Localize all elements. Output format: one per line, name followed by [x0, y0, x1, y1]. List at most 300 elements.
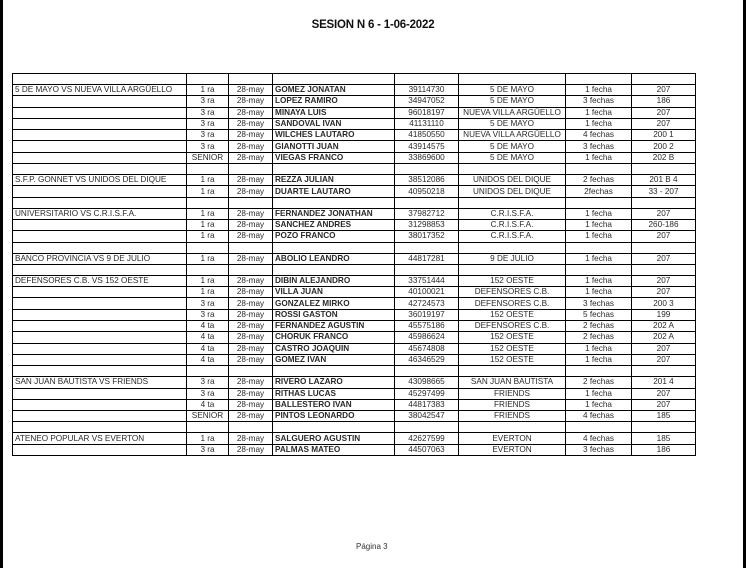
- empty-cell: [395, 242, 459, 253]
- club-cell: 152 OESTE: [459, 309, 566, 320]
- dni-cell: 40950218: [395, 186, 459, 197]
- empty-cell: [187, 197, 229, 208]
- article-cell: 202 A: [632, 332, 696, 343]
- player-name-cell: CASTRO JOAQUIN: [273, 343, 395, 354]
- article-cell: 200 3: [632, 298, 696, 309]
- empty-cell: [395, 264, 459, 275]
- category-cell: 1 ra: [187, 287, 229, 298]
- date-cell: 28-may: [229, 399, 273, 410]
- match-cell: BANCO PROVINCIA VS 9 DE JULIO: [13, 253, 187, 264]
- table-row: [13, 321, 696, 332]
- club-cell: 152 OESTE: [459, 343, 566, 354]
- empty-cell: [566, 242, 632, 253]
- date-cell: 28-may: [229, 275, 273, 286]
- article-cell: 207: [632, 208, 696, 219]
- club-cell: DEFENSORES C.B.: [459, 298, 566, 309]
- empty-cell: [229, 366, 273, 377]
- date-cell: 28-may: [229, 411, 273, 422]
- empty-cell: [566, 264, 632, 275]
- category-cell: 1 ra: [187, 275, 229, 286]
- empty-cell: [13, 422, 187, 433]
- player-name-cell: RIVERO LAZARO: [273, 377, 395, 388]
- match-cell: S.F.P. GONNET VS UNIDOS DEL DIQUE: [13, 175, 187, 186]
- dni-cell: 37982712: [395, 208, 459, 219]
- document-title: SESION N 6 - 1-06-2022: [311, 19, 435, 31]
- separator-row: [13, 242, 696, 253]
- category-cell: 1 ra: [187, 253, 229, 264]
- article-cell: 207: [632, 118, 696, 129]
- penalty-cell: 1 fecha: [566, 208, 632, 219]
- article-cell: 186: [632, 96, 696, 107]
- penalty-cell: 1 fecha: [566, 253, 632, 264]
- empty-cell: [187, 422, 229, 433]
- table-row: [13, 332, 696, 343]
- table-row: [13, 399, 696, 410]
- category-cell: 3 ra: [187, 388, 229, 399]
- separator-row: [13, 164, 696, 175]
- table-row: [13, 343, 696, 354]
- category-cell: 3 ra: [187, 298, 229, 309]
- date-cell: 28-may: [229, 118, 273, 129]
- empty-cell: [632, 242, 696, 253]
- category-cell: 3 ra: [187, 96, 229, 107]
- dni-cell: 34947052: [395, 96, 459, 107]
- club-cell: FRIENDS: [459, 388, 566, 399]
- date-cell: 28-may: [229, 433, 273, 444]
- article-cell: 201 B 4: [632, 175, 696, 186]
- match-cell: [13, 287, 187, 298]
- penalty-cell: 2 fechas: [566, 175, 632, 186]
- empty-cell: [13, 366, 187, 377]
- category-cell: 1 ra: [187, 433, 229, 444]
- empty-cell: [273, 197, 395, 208]
- table-row: [13, 411, 696, 422]
- article-cell: 207: [632, 253, 696, 264]
- category-cell: 3 ra: [187, 118, 229, 129]
- dni-cell: 45297499: [395, 388, 459, 399]
- player-name-cell: FERNANDEZ AGUSTIN: [273, 321, 395, 332]
- penalty-cell: 1 fecha: [566, 85, 632, 96]
- dni-cell: 43914575: [395, 141, 459, 152]
- dni-cell: 33751444: [395, 275, 459, 286]
- empty-cell: [229, 164, 273, 175]
- penalty-cell: 3 fechas: [566, 141, 632, 152]
- empty-cell: [187, 366, 229, 377]
- category-cell: 4 ta: [187, 343, 229, 354]
- club-cell: 152 OESTE: [459, 275, 566, 286]
- player-name-cell: PALMAS MATEO: [273, 444, 395, 455]
- article-cell: 207: [632, 354, 696, 365]
- empty-cell: [229, 197, 273, 208]
- table-row: [13, 287, 696, 298]
- club-cell: 5 DE MAYO: [459, 141, 566, 152]
- empty-cell: [632, 74, 696, 85]
- empty-cell: [229, 74, 273, 85]
- viewer-left-edge: [0, 0, 3, 568]
- empty-cell: [187, 164, 229, 175]
- dni-cell: 38512086: [395, 175, 459, 186]
- date-cell: 28-may: [229, 298, 273, 309]
- table-row: [13, 186, 696, 197]
- empty-cell: [13, 242, 187, 253]
- penalty-cell: 2fechas: [566, 186, 632, 197]
- club-cell: FRIENDS: [459, 411, 566, 422]
- match-cell: [13, 130, 187, 141]
- category-cell: 4 ta: [187, 354, 229, 365]
- match-cell: [13, 219, 187, 230]
- category-cell: 3 ra: [187, 130, 229, 141]
- empty-cell: [273, 264, 395, 275]
- article-cell: 202 A: [632, 321, 696, 332]
- date-cell: 28-may: [229, 130, 273, 141]
- match-cell: [13, 444, 187, 455]
- penalty-cell: 4 fechas: [566, 433, 632, 444]
- category-cell: 3 ra: [187, 107, 229, 118]
- category-cell: 1 ra: [187, 231, 229, 242]
- empty-cell: [395, 164, 459, 175]
- player-name-cell: GOMEZ IVAN: [273, 354, 395, 365]
- empty-cell: [273, 74, 395, 85]
- empty-cell: [566, 197, 632, 208]
- empty-cell: [459, 164, 566, 175]
- match-cell: [13, 107, 187, 118]
- match-cell: [13, 411, 187, 422]
- player-name-cell: MINAYA LUIS: [273, 107, 395, 118]
- empty-cell: [632, 366, 696, 377]
- match-cell: [13, 399, 187, 410]
- match-cell: [13, 354, 187, 365]
- penalty-cell: 1 fecha: [566, 219, 632, 230]
- date-cell: 28-may: [229, 96, 273, 107]
- player-name-cell: LOPEZ RAMIRO: [273, 96, 395, 107]
- category-cell: 1 ra: [187, 186, 229, 197]
- club-cell: FRIENDS: [459, 399, 566, 410]
- penalty-cell: 2 fechas: [566, 321, 632, 332]
- penalty-cell: 1 fecha: [566, 118, 632, 129]
- category-cell: 3 ra: [187, 309, 229, 320]
- category-cell: 1 ra: [187, 85, 229, 96]
- match-cell: [13, 309, 187, 320]
- category-cell: SENIOR: [187, 411, 229, 422]
- dni-cell: 44817281: [395, 253, 459, 264]
- dni-cell: 31298853: [395, 219, 459, 230]
- club-cell: C.R.I.S.F.A.: [459, 219, 566, 230]
- player-name-cell: WILCHES LAUTARO: [273, 130, 395, 141]
- match-cell: [13, 332, 187, 343]
- empty-cell: [566, 164, 632, 175]
- category-cell: 3 ra: [187, 377, 229, 388]
- empty-cell: [459, 366, 566, 377]
- article-cell: 207: [632, 85, 696, 96]
- dni-cell: 40100021: [395, 287, 459, 298]
- dni-cell: 45674808: [395, 343, 459, 354]
- dni-cell: 44507063: [395, 444, 459, 455]
- player-name-cell: GOMEZ JONATAN: [273, 85, 395, 96]
- table-row: [13, 118, 696, 129]
- dni-cell: 46346529: [395, 354, 459, 365]
- empty-cell: [273, 422, 395, 433]
- empty-cell: [395, 74, 459, 85]
- separator-row: [13, 264, 696, 275]
- table-row: [13, 85, 696, 96]
- article-cell: 207: [632, 107, 696, 118]
- empty-cell: [187, 74, 229, 85]
- empty-cell: [632, 264, 696, 275]
- match-cell: [13, 321, 187, 332]
- article-cell: 260-186: [632, 219, 696, 230]
- penalty-cell: 3 fechas: [566, 298, 632, 309]
- article-cell: 185: [632, 433, 696, 444]
- date-cell: 28-may: [229, 253, 273, 264]
- empty-cell: [459, 242, 566, 253]
- separator-row: [13, 366, 696, 377]
- date-cell: 28-may: [229, 107, 273, 118]
- article-cell: 33 - 207: [632, 186, 696, 197]
- table-row: [13, 444, 696, 455]
- player-name-cell: GIANOTTI JUAN: [273, 141, 395, 152]
- match-cell: SAN JUAN BAUTISTA VS FRIENDS: [13, 377, 187, 388]
- empty-cell: [273, 164, 395, 175]
- empty-cell: [566, 366, 632, 377]
- table-row: [13, 130, 696, 141]
- player-name-cell: POZO FRANCO: [273, 231, 395, 242]
- penalty-cell: 1 fecha: [566, 107, 632, 118]
- article-cell: 199: [632, 309, 696, 320]
- player-name-cell: CHORUK FRANCO: [273, 332, 395, 343]
- table-row: [13, 208, 696, 219]
- separator-row: [13, 422, 696, 433]
- player-name-cell: SALGUERO AGUSTIN: [273, 433, 395, 444]
- match-cell: DEFENSORES C.B. VS 152 OESTE: [13, 275, 187, 286]
- category-cell: 1 ra: [187, 175, 229, 186]
- date-cell: 28-may: [229, 377, 273, 388]
- dni-cell: 38017352: [395, 231, 459, 242]
- empty-cell: [566, 422, 632, 433]
- table-row: [13, 377, 696, 388]
- club-cell: 5 DE MAYO: [459, 118, 566, 129]
- match-cell: [13, 231, 187, 242]
- dni-cell: 41131110: [395, 118, 459, 129]
- sanctions-table: [12, 73, 696, 456]
- table-row: [13, 96, 696, 107]
- empty-cell: [459, 197, 566, 208]
- table-row: [13, 275, 696, 286]
- date-cell: 28-may: [229, 141, 273, 152]
- player-name-cell: BALLESTERO IVAN: [273, 399, 395, 410]
- match-cell: [13, 388, 187, 399]
- date-cell: 28-may: [229, 309, 273, 320]
- separator-row: [13, 74, 696, 85]
- empty-cell: [273, 242, 395, 253]
- date-cell: 28-may: [229, 175, 273, 186]
- player-name-cell: SANCHEZ ANDRES: [273, 219, 395, 230]
- article-cell: 207: [632, 388, 696, 399]
- category-cell: 3 ra: [187, 444, 229, 455]
- match-cell: [13, 118, 187, 129]
- club-cell: 5 DE MAYO: [459, 85, 566, 96]
- category-cell: SENIOR: [187, 152, 229, 163]
- penalty-cell: 3 fechas: [566, 444, 632, 455]
- dni-cell: 39114730: [395, 85, 459, 96]
- category-cell: 4 ta: [187, 321, 229, 332]
- penalty-cell: 4 fechas: [566, 411, 632, 422]
- penalty-cell: 4 fechas: [566, 130, 632, 141]
- penalty-cell: 2 fechas: [566, 332, 632, 343]
- empty-cell: [13, 74, 187, 85]
- match-cell: [13, 186, 187, 197]
- date-cell: 28-may: [229, 219, 273, 230]
- match-cell: 5 DE MAYO VS NUEVA VILLA ARGÜELLO: [13, 85, 187, 96]
- club-cell: DEFENSORES C.B.: [459, 287, 566, 298]
- dni-cell: 43098665: [395, 377, 459, 388]
- penalty-cell: 5 fechas: [566, 309, 632, 320]
- table-row: [13, 253, 696, 264]
- club-cell: DEFENSORES C.B.: [459, 321, 566, 332]
- penalty-cell: 3 fechas: [566, 96, 632, 107]
- article-cell: 186: [632, 444, 696, 455]
- empty-cell: [13, 197, 187, 208]
- match-cell: UNIVERSITARIO VS C.R.I.S.F.A.: [13, 208, 187, 219]
- player-name-cell: REZZA JULIAN: [273, 175, 395, 186]
- club-cell: 152 OESTE: [459, 332, 566, 343]
- table-row: [13, 298, 696, 309]
- table-row: [13, 433, 696, 444]
- dni-cell: 36019197: [395, 309, 459, 320]
- empty-cell: [632, 197, 696, 208]
- player-name-cell: PINTOS LEONARDO: [273, 411, 395, 422]
- article-cell: 201 4: [632, 377, 696, 388]
- match-cell: ATENEO POPULAR VS EVERTON: [13, 433, 187, 444]
- empty-cell: [229, 422, 273, 433]
- table-row: [13, 231, 696, 242]
- club-cell: 5 DE MAYO: [459, 152, 566, 163]
- penalty-cell: 1 fecha: [566, 388, 632, 399]
- empty-cell: [632, 164, 696, 175]
- club-cell: NUEVA VILLA ARGÜELLO: [459, 107, 566, 118]
- date-cell: 28-may: [229, 444, 273, 455]
- club-cell: C.R.I.S.F.A.: [459, 231, 566, 242]
- player-name-cell: RITHAS LUCAS: [273, 388, 395, 399]
- article-cell: 200 1: [632, 130, 696, 141]
- empty-cell: [395, 197, 459, 208]
- category-cell: 1 ra: [187, 208, 229, 219]
- date-cell: 28-may: [229, 287, 273, 298]
- match-cell: [13, 141, 187, 152]
- club-cell: NUEVA VILLA ARGÜELLO: [459, 130, 566, 141]
- dni-cell: 42627599: [395, 433, 459, 444]
- dni-cell: 42724573: [395, 298, 459, 309]
- table-row: [13, 152, 696, 163]
- empty-cell: [187, 264, 229, 275]
- date-cell: 28-may: [229, 354, 273, 365]
- empty-cell: [187, 242, 229, 253]
- penalty-cell: 1 fecha: [566, 275, 632, 286]
- club-cell: 152 OESTE: [459, 354, 566, 365]
- penalty-cell: 2 fechas: [566, 377, 632, 388]
- club-cell: EVERTON: [459, 433, 566, 444]
- penalty-cell: 1 fecha: [566, 231, 632, 242]
- club-cell: SAN JUAN BAUTISTA: [459, 377, 566, 388]
- player-name-cell: FERNANDEZ JONATHAN: [273, 208, 395, 219]
- article-cell: 185: [632, 411, 696, 422]
- date-cell: 28-may: [229, 231, 273, 242]
- empty-cell: [566, 74, 632, 85]
- penalty-cell: 1 fecha: [566, 287, 632, 298]
- table-row: [13, 141, 696, 152]
- player-name-cell: SANDOVAL IVAN: [273, 118, 395, 129]
- empty-cell: [13, 164, 187, 175]
- empty-cell: [395, 366, 459, 377]
- penalty-cell: 1 fecha: [566, 399, 632, 410]
- category-cell: 4 ta: [187, 399, 229, 410]
- dni-cell: 96018197: [395, 107, 459, 118]
- player-name-cell: GONZALEZ MIRKO: [273, 298, 395, 309]
- date-cell: 28-may: [229, 388, 273, 399]
- empty-cell: [13, 264, 187, 275]
- article-cell: 202 B: [632, 152, 696, 163]
- article-cell: 207: [632, 275, 696, 286]
- separator-row: [13, 197, 696, 208]
- empty-cell: [459, 422, 566, 433]
- table-row: [13, 175, 696, 186]
- penalty-cell: 1 fecha: [566, 343, 632, 354]
- dni-cell: 33869600: [395, 152, 459, 163]
- club-cell: EVERTON: [459, 444, 566, 455]
- match-cell: [13, 96, 187, 107]
- article-cell: 207: [632, 287, 696, 298]
- table-row: [13, 388, 696, 399]
- date-cell: 28-may: [229, 321, 273, 332]
- match-cell: [13, 343, 187, 354]
- player-name-cell: ABOLIO LEANDRO: [273, 253, 395, 264]
- club-cell: 9 DE JULIO: [459, 253, 566, 264]
- article-cell: 207: [632, 399, 696, 410]
- dni-cell: 45575186: [395, 321, 459, 332]
- dni-cell: 41850550: [395, 130, 459, 141]
- empty-cell: [459, 74, 566, 85]
- category-cell: 4 ta: [187, 332, 229, 343]
- category-cell: 3 ra: [187, 141, 229, 152]
- date-cell: 28-may: [229, 186, 273, 197]
- category-cell: 1 ra: [187, 219, 229, 230]
- table-row: [13, 309, 696, 320]
- article-cell: 207: [632, 343, 696, 354]
- club-cell: UNIDOS DEL DIQUE: [459, 175, 566, 186]
- match-cell: [13, 298, 187, 309]
- match-cell: [13, 152, 187, 163]
- empty-cell: [229, 242, 273, 253]
- page-number: Página 3: [356, 542, 388, 551]
- empty-cell: [273, 366, 395, 377]
- date-cell: 28-may: [229, 152, 273, 163]
- empty-cell: [395, 422, 459, 433]
- dni-cell: 44817383: [395, 399, 459, 410]
- club-cell: UNIDOS DEL DIQUE: [459, 186, 566, 197]
- player-name-cell: ROSSI GASTON: [273, 309, 395, 320]
- empty-cell: [632, 422, 696, 433]
- player-name-cell: DUARTE LAUTARO: [273, 186, 395, 197]
- date-cell: 28-may: [229, 332, 273, 343]
- club-cell: C.R.I.S.F.A.: [459, 208, 566, 219]
- empty-cell: [459, 264, 566, 275]
- club-cell: 5 DE MAYO: [459, 96, 566, 107]
- penalty-cell: 1 fecha: [566, 354, 632, 365]
- date-cell: 28-may: [229, 343, 273, 354]
- article-cell: 207: [632, 231, 696, 242]
- table-row: [13, 354, 696, 365]
- player-name-cell: DIBIN ALEJANDRO: [273, 275, 395, 286]
- dni-cell: 38042547: [395, 411, 459, 422]
